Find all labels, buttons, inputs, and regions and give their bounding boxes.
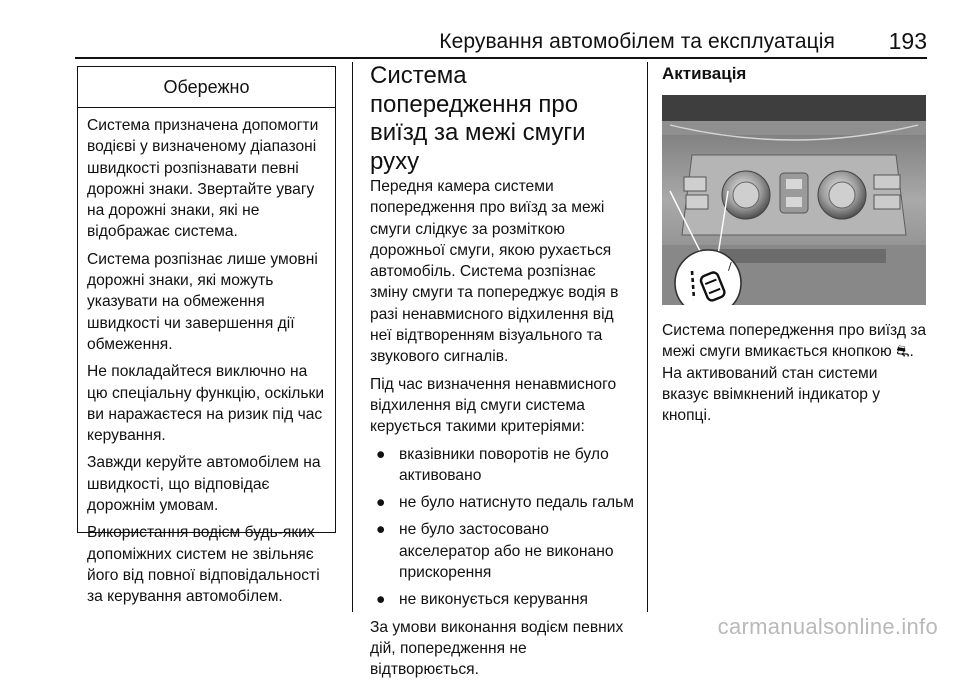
lane-departure-section [370,62,635,681]
watermark: carmanualsonline.info [717,614,938,639]
warning-paragraph: Система призначена допомогти водієві у визначеному діапазоні швидкості розпізнавати певні дорожні знаки. Звертайте увагу на дорожні знаки, які не відображає система. [87,117,319,241]
warning-body [78,108,335,608]
dashboard-photo-illustration [662,95,926,305]
criteria-list [370,444,635,611]
warning-paragraph: Завжди керуйте автомобілем на швидкості, що відповідає дорожнім умовам. [87,454,321,515]
header-rule [75,57,927,59]
warning-title: Обережно [78,67,335,108]
list-item: ● не виконується керування [376,591,588,609]
activation-text: Система попередження про виїзд за межі смуги вмикається кнопкою ⛐. На активований стан системи вказує ввімкнений індикатор у кнопці. [662,322,927,425]
list-item: ● не було застосовано акселератор або не виконано прискорення [376,521,614,582]
list-item: ● вказівники поворотів не було активовано [376,445,609,484]
warning-paragraph: Використання водієм будь-яких допоміжних систем не звільняє його від повної відповідальності за керування автомобілем. [87,524,320,606]
page-header [75,28,927,56]
warning-box [77,66,336,606]
column-divider [352,62,353,612]
list-item: ● не було натиснуто педаль гальм [376,494,634,512]
column-divider [647,62,648,612]
section-title: Система попередження про виїзд за межі смуги руху [370,62,586,175]
criteria-intro: Під час визначення ненавмисного відхилення від смуги система керується такими критеріями: [370,375,617,436]
activation-section [662,62,928,426]
section-intro: Передня камера системи попередження про виїзд за межі смуги слідкує за розміткою дорожньої смуги, якою рухається автомобіль. Система розпізнає зміну смуги та попереджує водія в разі ненавмисного відхилення від неї відтворенням візуального та звукового сигналів. [370,178,619,366]
warning-paragraph: Система розпізнає лише умовні дорожні знаки, які можуть указувати на обмеження швидкості чи завершення дії обмеження. [87,250,318,353]
activation-title: Активація [662,64,747,83]
section-outro: За умови виконання водієм певних дій, попередження не відтворюється. [370,618,624,679]
header-title: Керування автомобілем та експлуатація [439,30,835,53]
dashboard-figure [662,95,926,305]
page-number: 193 [888,28,927,54]
warning-paragraph: Не покладайтеся виключно на цю спеціальну функцію, оскільки ви наражаєтеся на ризик під час керування. [87,363,325,445]
svg-text:/: / [728,260,732,273]
